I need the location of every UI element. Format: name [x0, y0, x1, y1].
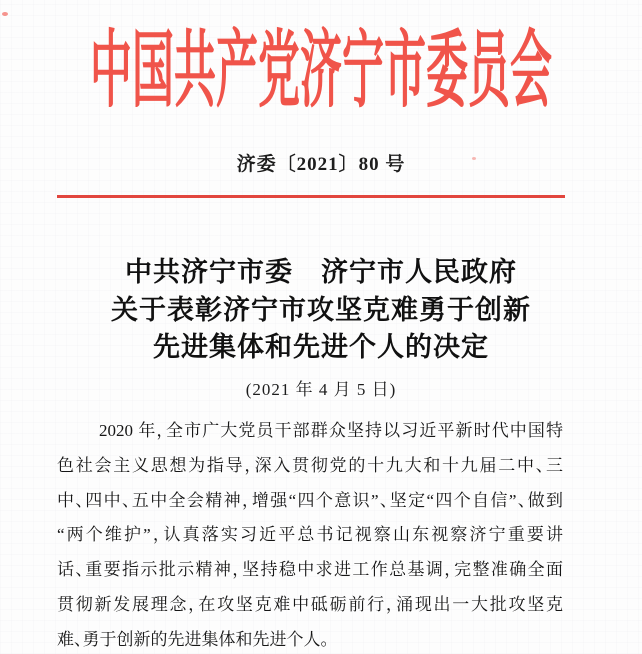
body-text-line: 难、勇于创新的先进集体和先进个人。 [57, 629, 329, 649]
body-text-line: 色社会主义思想为指导，深入贯彻党的十九大和十九届二中、三 [57, 455, 563, 475]
document-number: 济委〔2021〕80 号 [236, 154, 406, 175]
scan-artifact-speck [2, 12, 8, 16]
body-text-line: “两个维护”，认真落实习近平总书记视察山东视察济宁重要讲 [57, 525, 563, 545]
document-body [57, 414, 563, 654]
issuing-organization-title: 中国共产党济宁市委员会 [90, 25, 553, 118]
body-text-line: 中、四中、五中全会精神，增强“四个意识”、坚定“四个自信”、做到 [57, 490, 563, 510]
document-title [0, 254, 642, 367]
document-title-line-1: 中共济宁市委 济宁市人民政府 [125, 257, 517, 287]
document-date: (2021 年 4 月 5 日) [245, 380, 397, 399]
red-separator-line [57, 195, 565, 198]
red-header [0, 25, 642, 118]
body-text-line: 2020 年，全市广大党员干部群众坚持以习近平新时代中国特 [99, 421, 563, 440]
document-title-line-3: 先进集体和先进个人的决定 [153, 332, 489, 362]
document-title-line-2: 关于表彰济宁市攻坚克难勇于创新 [111, 294, 531, 325]
body-text-line: 贯彻新发展理念，在攻坚克难中砥砺前行，涌现出一大批攻坚克 [57, 594, 563, 614]
body-text-line: 话、重要指示批示精神，坚持稳中求进工作总基调，完整准确全面 [57, 560, 563, 580]
